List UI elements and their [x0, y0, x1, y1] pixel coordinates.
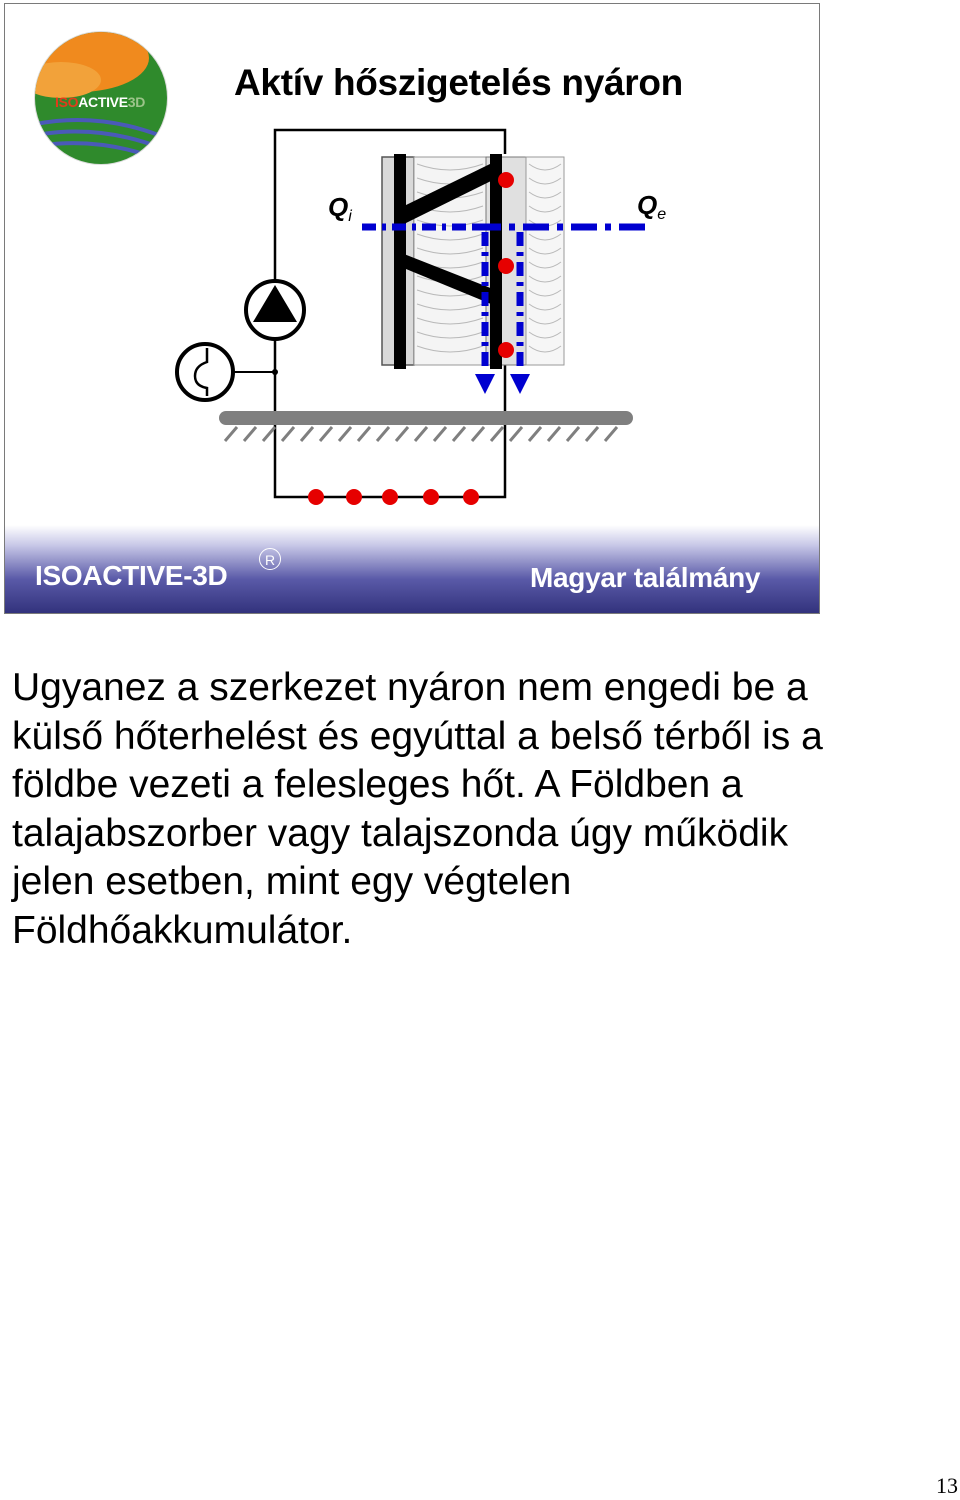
slide-title: Aktív hőszigetelés nyáron: [234, 62, 683, 103]
pump-icon: [246, 281, 304, 339]
q-inner-label: $Q_i$: [328, 192, 352, 225]
ground-hatch-mark: [567, 427, 579, 441]
ground-hatch-mark: [529, 427, 541, 441]
ground-line: [219, 411, 633, 441]
logo-3d: 3D: [127, 94, 146, 110]
ground-hatch-mark: [301, 427, 313, 441]
flow-arrows: [475, 374, 530, 394]
footer-tagline: Magyar találmány: [530, 562, 761, 593]
ground-hatch-mark: [244, 427, 256, 441]
body-paragraph: Ugyanez a szerkezet nyáron nem engedi be a külső hőterhelést és egyúttal a belső térből is a földbe vezeti a felesleges hőt. A Földben a talajabszorber vagy talajszonda úgy működik jelen esetben, mint egy végtelen Földhőakkumulátor.: [12, 666, 823, 952]
ground-hatch-mark: [491, 427, 503, 441]
ground-hatch-mark: [377, 427, 389, 441]
ground-hatch-mark: [320, 427, 332, 441]
ground-hatch-mark: [358, 427, 370, 441]
page-number: 13: [936, 1473, 958, 1498]
ground-hatch-mark: [282, 427, 294, 441]
slide: [4, 3, 820, 614]
heat-exchanger-icon: [177, 344, 278, 400]
ground-hatch-mark: [396, 427, 408, 441]
registered-mark: R: [259, 548, 281, 570]
q-outer-label: $Q_e$: [637, 190, 667, 223]
ground-hatch-mark: [510, 427, 522, 441]
footer-brand: ISOACTIVE-3D: [35, 560, 228, 591]
logo-active: ACTIVE: [78, 94, 128, 110]
ground-hatch-mark: [472, 427, 484, 441]
ground-hatch-mark: [605, 427, 617, 441]
logo-iso: ISO: [55, 94, 79, 110]
ground-hatch-mark: [339, 427, 351, 441]
ground-hatch-mark: [415, 427, 427, 441]
heat-pump-diagram: [5, 4, 820, 614]
ground-hatch-mark: [225, 427, 237, 441]
ground-hatch-mark: [453, 427, 465, 441]
ground-hatch-mark: [434, 427, 446, 441]
ground-hatch-mark: [548, 427, 560, 441]
ground-hatch-mark: [263, 427, 275, 441]
ground-hatch-mark: [586, 427, 598, 441]
